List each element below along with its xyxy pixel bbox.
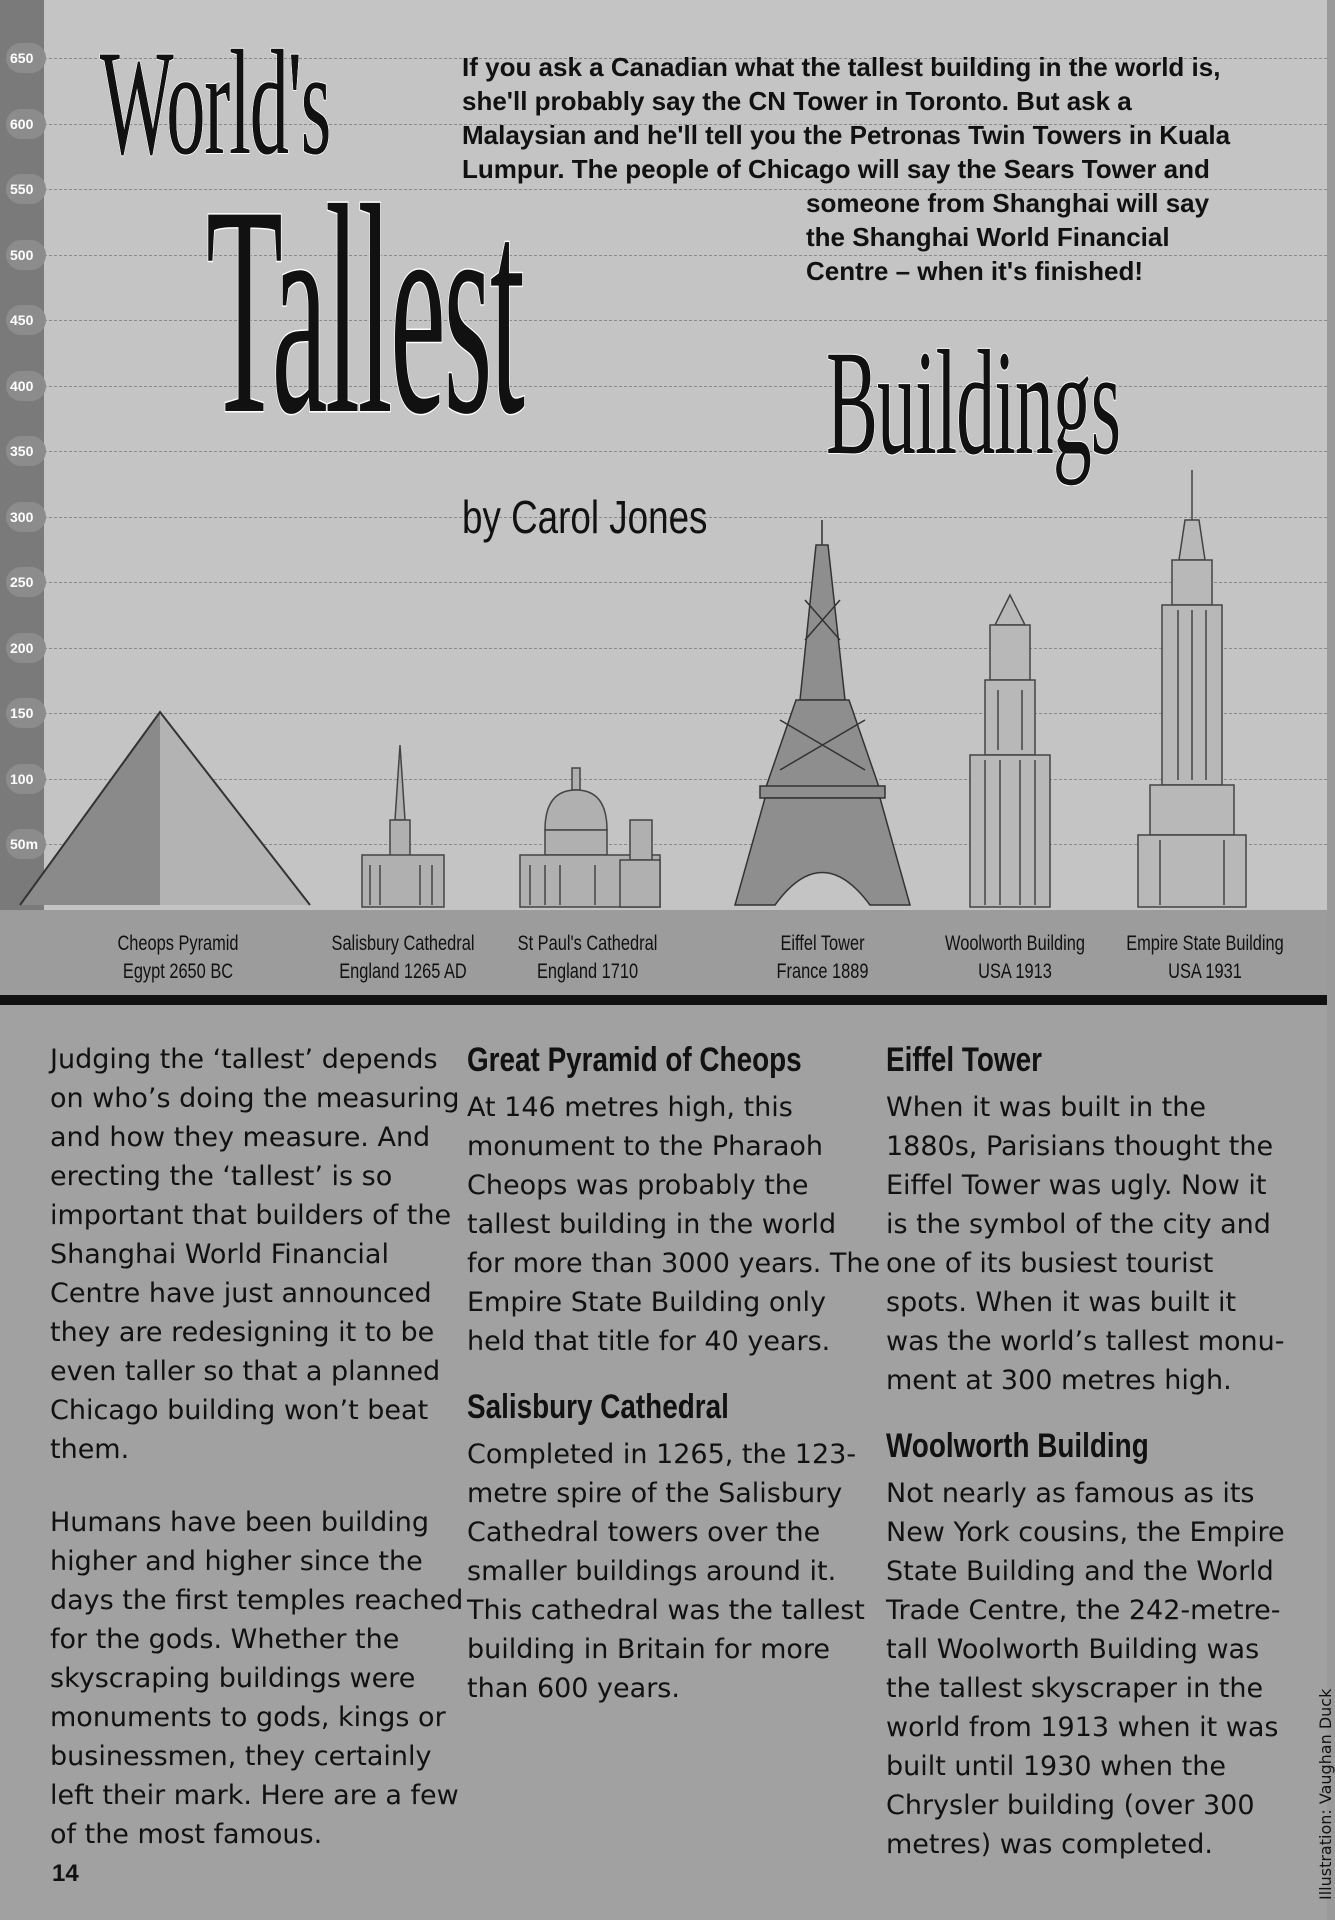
building-label: [321, 930, 485, 986]
text-line: State Building and the World: [886, 1556, 1274, 1587]
scale-tick-label: 50m: [6, 829, 46, 859]
text-line: New York cousins, the Empire: [886, 1517, 1285, 1548]
eiffel-tower-illustration: [735, 520, 910, 905]
text-line: important that builders of the: [50, 1200, 452, 1231]
text-line: one of its busiest tourist: [886, 1248, 1214, 1279]
text-line: days the first temples reached: [50, 1585, 464, 1616]
paragraph: [50, 1503, 464, 1854]
text-line: them.: [50, 1434, 130, 1465]
scale-tick-label: 350: [6, 436, 46, 466]
section-heading: Salisbury Cathedral: [467, 1388, 729, 1426]
article-column-2: [467, 1040, 881, 1734]
text-line: they are redesigning it to be: [50, 1317, 435, 1348]
paragraph: [886, 1088, 1286, 1400]
intro-line: Malaysian and he'll tell you the Petronas Twin Towers in Kuala: [462, 120, 1231, 150]
building-place-date: France 1889: [776, 960, 869, 983]
text-line: for the gods. Whether the: [50, 1624, 400, 1655]
text-line: Empire State Building only: [467, 1287, 826, 1318]
text-line: even taller so that a planned: [50, 1356, 441, 1387]
section-heading: Great Pyramid of Cheops: [467, 1041, 802, 1079]
text-line: left their mark. Here are a few: [50, 1780, 459, 1811]
scale-tick-label: 150: [6, 698, 46, 728]
text-line: Judging the ‘tallest’ depends: [50, 1044, 438, 1075]
scale-tick-label: 600: [6, 109, 46, 139]
text-line: Completed in 1265, the 123-: [467, 1439, 857, 1470]
text-line: This cathedral was the tallest: [467, 1595, 865, 1626]
title-word-buildings: Buildings: [826, 320, 1121, 486]
text-line: held that title for 40 years.: [467, 1326, 831, 1357]
paragraph: [467, 1088, 881, 1361]
intro-text: [462, 50, 1282, 288]
paragraph: [50, 1040, 460, 1469]
text-line: built until 1930 when the: [886, 1751, 1226, 1782]
text-line: Cheops was probably the: [467, 1170, 809, 1201]
text-line: 1880s, Parisians thought the: [886, 1131, 1274, 1162]
text-line: Chicago building won’t beat: [50, 1395, 429, 1426]
text-line: tall Woolworth Building was: [886, 1634, 1260, 1665]
text-line: building in Britain for more: [467, 1634, 831, 1665]
section-heading: Eiffel Tower: [886, 1041, 1042, 1079]
text-line: spots. When it was built it: [886, 1287, 1237, 1318]
scale-tick-label: 300: [6, 502, 46, 532]
text-line: was the world’s tallest monu-: [886, 1326, 1285, 1357]
text-line: higher and higher since the: [50, 1546, 423, 1577]
intro-line: Lumpur. The people of Chicago will say the Sears Tower and: [462, 154, 1210, 184]
building-label: [511, 930, 663, 986]
building-label: [762, 930, 883, 986]
text-line: of the most famous.: [50, 1819, 323, 1850]
salisbury-cathedral-illustration: [362, 745, 444, 907]
scale-tick-label: 400: [6, 371, 46, 401]
intro-line: If you ask a Canadian what the tallest building in the world is,: [462, 52, 1221, 82]
building-name: Woolworth Building: [945, 932, 1085, 955]
title-word-worlds: World's: [100, 20, 331, 186]
building-label: [100, 930, 256, 986]
title-word-tallest: Tallest: [206, 144, 523, 476]
building-labels: [0, 910, 1327, 1005]
text-line: At 146 metres high, this: [467, 1092, 793, 1123]
text-line: monument to the Pharaoh: [467, 1131, 824, 1162]
text-line: monuments to gods, kings or: [50, 1702, 446, 1733]
building-place-date: England 1265 AD: [339, 960, 467, 983]
text-line: world from 1913 when it was: [886, 1712, 1279, 1743]
text-line: Humans have been building: [50, 1507, 430, 1538]
paragraph: [467, 1435, 865, 1708]
text-line: Cathedral towers over the: [467, 1517, 821, 1548]
byline: by Carol Jones: [462, 491, 708, 543]
scale-tick-label: 250: [6, 567, 46, 597]
page-number: 14: [52, 1860, 79, 1887]
building-name: St Paul's Cathedral: [517, 932, 658, 955]
text-line: and how they measure. And: [50, 1122, 431, 1153]
text-line: for more than 3000 years. The: [467, 1248, 881, 1279]
intro-line: the Shanghai World Financial: [806, 222, 1170, 252]
text-line: smaller buildings around it.: [467, 1556, 837, 1587]
text-line: metres) was completed.: [886, 1829, 1213, 1860]
building-place-date: Egypt 2650 BC: [122, 960, 234, 983]
text-line: Eiffel Tower was ugly. Now it: [886, 1170, 1267, 1201]
text-line: metre spire of the Salisbury: [467, 1478, 843, 1509]
text-line: is the symbol of the city and: [886, 1209, 1271, 1240]
intro-line: someone from Shanghai will say: [806, 188, 1210, 218]
building-label: [937, 930, 1093, 986]
text-line: Chrysler building (over 300: [886, 1790, 1255, 1821]
woolworth-building-illustration: [970, 595, 1050, 907]
paragraph: [886, 1474, 1286, 1864]
building-place-date: USA 1931: [1168, 960, 1242, 983]
building-label: [1119, 930, 1291, 986]
text-line: on who’s doing the measuring: [50, 1083, 460, 1114]
section-heading: Woolworth Building: [886, 1427, 1149, 1465]
illustration-credit: Illustration: Vaughan Duck: [1316, 1688, 1335, 1900]
text-line: Not nearly as famous as its: [886, 1478, 1255, 1509]
building-name: Empire State Building: [1126, 932, 1284, 955]
text-line: Centre have just announced: [50, 1278, 432, 1309]
text-line: When it was built in the: [886, 1092, 1206, 1123]
building-place-date: England 1710: [536, 960, 639, 983]
text-line: the tallest skyscraper in the: [886, 1673, 1264, 1704]
empire-state-building-illustration: [1138, 470, 1246, 907]
text-line: Shanghai World Financial: [50, 1239, 389, 1270]
building-name: Salisbury Cathedral: [331, 932, 475, 955]
scale-tick-label: 500: [6, 240, 46, 270]
article-column-3: [886, 1040, 1286, 1890]
scale-tick-label: 100: [6, 764, 46, 794]
building-place-date: USA 1913: [978, 960, 1052, 983]
scale-tick-label: 200: [6, 633, 46, 663]
text-line: ment at 300 metres high.: [886, 1365, 1232, 1396]
scale-tick-label: 550: [6, 174, 46, 204]
scale-tick-label: 650: [6, 43, 46, 73]
scale-tick-label: 450: [6, 305, 46, 335]
intro-line: Centre – when it's finished!: [806, 256, 1144, 286]
building-name: Eiffel Tower: [780, 932, 865, 955]
text-line: erecting the ‘tallest’ is so: [50, 1161, 393, 1192]
st-pauls-cathedral-illustration: [520, 768, 660, 907]
text-line: than 600 years.: [467, 1673, 680, 1704]
text-line: tallest building in the world: [467, 1209, 837, 1240]
cheops-pyramid-illustration: [20, 712, 310, 905]
article-column-1: [50, 1040, 464, 1880]
text-line: Trade Centre, the 242-metre-: [886, 1595, 1281, 1626]
text-line: businessmen, they certainly: [50, 1741, 432, 1772]
text-line: skyscraping buildings were: [50, 1663, 416, 1694]
building-name: Cheops Pyramid: [117, 932, 239, 955]
intro-line: she'll probably say the CN Tower in Toronto. But ask a: [462, 86, 1132, 116]
